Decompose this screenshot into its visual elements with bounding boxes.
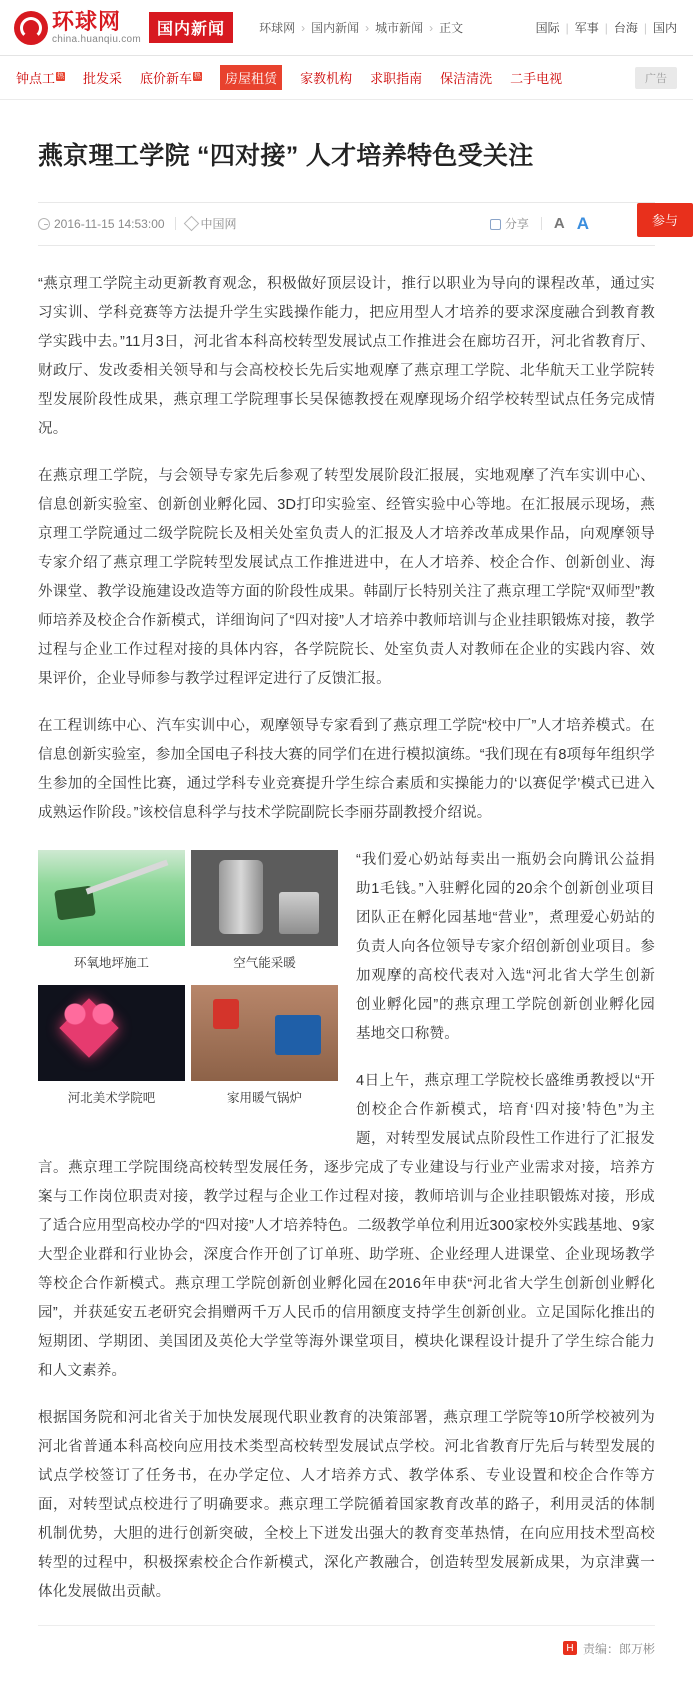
figure-caption-2: 河北美术学院吧 <box>67 1090 156 1105</box>
figure-cell-1[interactable] <box>191 850 338 981</box>
ad-link-label-1: 批发采 <box>83 71 123 86</box>
ad-link-2[interactable] <box>140 68 202 87</box>
editor-badge-icon: H <box>563 1641 577 1655</box>
ad-link-6[interactable] <box>440 68 492 87</box>
tag-icon <box>183 216 199 232</box>
editor-label: 责编：郎万彬 <box>582 1641 655 1656</box>
top-nav-sep-0: | <box>565 20 569 35</box>
meta-divider-2 <box>541 217 542 230</box>
publish-time-text: 2016-11-15 14:53:00 <box>54 216 165 231</box>
top-nav-item-1[interactable]: 军事 <box>574 21 599 35</box>
share-icon <box>489 218 501 230</box>
ad-link-3[interactable] <box>220 65 282 90</box>
share-button[interactable] <box>489 215 529 232</box>
figure-cell-2[interactable] <box>38 985 185 1116</box>
figure-caption-0: 环氧地坪施工 <box>73 955 149 970</box>
article-paragraph-0: “燕京理工学院主动更新教育观念，积极做好顶层设计，推行以职业为导向的课程改革，通过实习实训、学科竞赛等方法提升学生实践操作能力，把应用型人才培养的要求深度融合到教育教学实践中去。”11月3日，河北省本科高校转型发展试点工作推进会在廊坊召开，河北省教育厅、财政厅、发改委相关领导和与会高校校长先后实地观摩了燕京理工学院、北华航天工业学院转型发展阶段性成果，燕京理工学院理事长吴保德教授在观摩现场介绍学校转型试点任务完成情况。 <box>38 275 655 437</box>
article-paragraph-4: 4日上午，燕京理工学院校长盛维勇教授以“开创校企合作新模式，培育‘四对接’特色”为主题，对转型发展试点阶段性工作进行了汇报发言。燕京理工学院围绕高校转型发展任务，逐步完成了专业建设与行业产业需求对接，培养方案与工作岗位职责对接，教学过程与企业工作过程对接，教师培训与企业挂职锻炼对接，形成了适合应用型高校办学的“四对接”人才培养特色。二级教学单位利用近300家校外实践基地、9家大型企业群和行业协会，深度合作开创了订单班、助学班、企业经理人进课堂、企业现场教学等校企合作新模式。燕京理工学院创新创业孵化园在2016年申获“河北省大学生创新创业孵化园”，并获延安五老研究会捐赠两千万人民币的信用额度支持学生创新创业。立足国际化推出的短期团、学期团、美国团及英伦大学堂等海外课堂项目，模块化课程设计提升了学生综合能力和人文素养。 <box>38 1072 655 1379</box>
site-logo[interactable] <box>14 8 233 48</box>
breadcrumb-sep-0: › <box>301 20 306 35</box>
breadcrumb-item-3[interactable]: 正文 <box>439 21 464 35</box>
top-nav-item-3[interactable]: 国内 <box>652 21 677 35</box>
ad-link-0[interactable] <box>16 68 65 87</box>
ad-link-4[interactable] <box>300 68 352 87</box>
breadcrumb-item-2[interactable]: 城市新闻 <box>375 21 424 35</box>
ad-link-label-4: 家教机构 <box>300 71 353 86</box>
figure-gallery <box>38 850 338 1120</box>
top-nav-item-0[interactable]: 国际 <box>535 21 560 35</box>
ad-link-label-0: 钟点工 <box>16 71 56 86</box>
hot-icon-0: 热 <box>57 72 65 80</box>
article-paragraph-1: 在燕京理工学院，与会领导专家先后参观了转型发展阶段汇报展，实地观摩了汽车实训中心、信息创新实验室、创新创业孵化园、3D打印实验室、经管实验中心等地。在汇报展示现场，燕京理工学院通过二级学院院长及相关处室负责人的汇报及人才培养改革成果作品，向观摩领导专家介绍了燕京理工学院转型发展试点工作推进进中，在人才培养、校企合作、创新创业、海外课堂、教学设施建设改造等方面的阶段性成果。韩副厅长特别关注了燕京理工学院“双师型”教师培养及校企合作新模式，详细询问了“四对接”人才培养中教师培训与企业挂职锻炼对接，教学过程与企业工作过程对接的具体内容，各学院院长、处室负责人对教师在企业的实践内容、效果评价，企业导师参与教学过程评定进行了反馈汇报。 <box>38 467 655 687</box>
ad-link-1[interactable] <box>83 68 122 87</box>
ad-label: 广告 <box>635 67 677 89</box>
logo-text <box>52 10 141 44</box>
share-label: 分享 <box>504 217 529 231</box>
article <box>0 138 693 1683</box>
breadcrumb-item-0[interactable]: 环球网 <box>259 21 296 35</box>
ad-link-7[interactable] <box>510 68 562 87</box>
ad-link-label-6: 保洁清洗 <box>440 71 493 86</box>
breadcrumb <box>259 19 463 36</box>
article-meta <box>38 202 678 246</box>
meta-divider-1 <box>175 217 176 230</box>
ad-link-label-3: 房屋租赁 <box>225 71 278 86</box>
article-editor <box>38 1625 655 1683</box>
globe-icon <box>14 11 48 45</box>
ad-link-bar <box>0 56 693 100</box>
meta-actions <box>489 214 655 234</box>
font-size-large-button[interactable]: A <box>576 213 589 233</box>
figure-image-1[interactable] <box>191 850 338 946</box>
figure-cell-3[interactable] <box>191 985 338 1116</box>
figure-text-wrap <box>38 846 655 1404</box>
font-size-small-button[interactable]: A <box>553 215 565 232</box>
hot-icon-2: 热 <box>194 72 202 80</box>
figure-row-1 <box>38 850 338 981</box>
ad-link-label-5: 求职指南 <box>370 71 423 86</box>
article-source <box>186 215 237 232</box>
page-title: 燕京理工学院 “四对接” 人才培养特色受关注 <box>38 142 534 170</box>
figure-image-2[interactable] <box>38 985 185 1081</box>
breadcrumb-item-1[interactable]: 国内新闻 <box>311 21 360 35</box>
figure-image-0[interactable] <box>38 850 185 946</box>
article-paragraph-3: “我们爱心奶站每卖出一瓶奶会向腾讯公益捐助1毛钱。”入驻孵化园的20余个创新创业项目团队正在孵化园基地“营业”，煮理爱心奶站的负责人向各位领导专家介绍创新创业项目。参加观摩的高校代表对入选“河北省大学生创新创业孵化园”的燕京理工学院创新创业孵化园基地交口称赞。 <box>356 851 655 1042</box>
publish-time <box>38 217 165 231</box>
logo-domain: china.huanqiu.com <box>52 33 142 45</box>
breadcrumb-sep-2: › <box>429 20 434 35</box>
top-nav-item-2[interactable]: 台海 <box>613 21 638 35</box>
article-paragraph-2: 在工程训练中心、汽车实训中心，观摩领导专家看到了燕京理工学院“校中厂”人才培养模式。在信息创新实验室，参加全国电子科技大赛的同学们在进行模拟演练。“我们现在有8项每年组织学生参加的全国性比赛，通过学科专业竞赛提升学生综合素质和实操能力的‘以赛促学’模式已进入成熟运作阶段。”该校信息科学与技术学院副院长李丽芬副教授介绍说。 <box>38 717 655 821</box>
top-nav-sep-1: | <box>604 20 608 35</box>
top-nav <box>536 19 679 36</box>
figure-row-2 <box>38 985 338 1116</box>
ad-link-label-2: 底价新车 <box>140 71 193 86</box>
figure-caption-3: 家用暖气锅炉 <box>226 1090 302 1105</box>
join-button[interactable]: 参与 <box>637 203 693 237</box>
breadcrumb-sep-1: › <box>365 20 370 35</box>
clock-icon <box>38 218 50 230</box>
ad-link-5[interactable] <box>370 68 422 87</box>
article-source-text: 中国网 <box>200 217 237 231</box>
figure-caption-1: 空气能采暖 <box>233 955 296 970</box>
article-paragraph-5: 根据国务院和河北省关于加快发展现代职业教育的决策部署，燕京理工学院等10所学校被列为河北省普通本科高校向应用技术类型高校转型发展试点学校。河北省教育厅先后与转型发展的试点学校签订了任务书，在办学定位、人才培养方式、教学体系、专业设置和校企合作等方面，对转型试点校进行了明确要求。燕京理工学院循着国家教育改革的路子，利用灵活的体制机制优势，大胆的进行创新突破，全校上下迸发出强大的教育变革热情，在向应用技术型高校转型的过程中，积极探索校企合作新模式，深化产教融合，创造转型发展新成果，为京津冀一体化发展做出贡献。 <box>38 1409 655 1600</box>
logo-title: 环球网 <box>52 9 122 35</box>
logo-channel-badge[interactable]: 国内新闻 <box>149 12 233 43</box>
figure-cell-0[interactable] <box>38 850 185 981</box>
figure-image-3[interactable] <box>191 985 338 1081</box>
site-header <box>0 0 693 56</box>
ad-link-label-7: 二手电视 <box>510 71 563 86</box>
top-nav-sep-2: | <box>643 20 647 35</box>
